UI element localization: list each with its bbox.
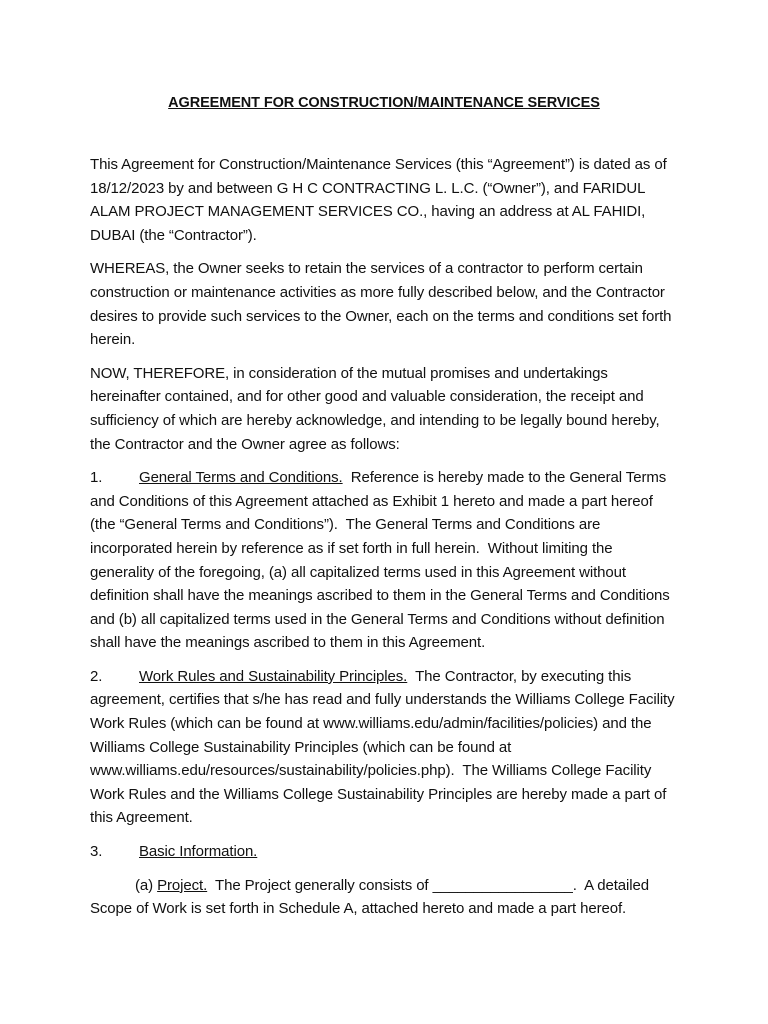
section-1-paragraph [90, 466, 678, 655]
section-2-heading: Work Rules and Sustainability Principles. [139, 667, 408, 685]
section-2-number: 2. [90, 667, 103, 685]
document-title: AGREEMENT FOR CONSTRUCTION/MAINTENANCE SERVICES [168, 95, 600, 111]
section-1-body: Reference is hereby made to the General Terms and Conditions of this Agreement attached as Exhibit 1 hereto and made a part hereof (the “General Terms and Conditions”). The General Terms and Conditions are incorporated herein by reference as if set forth in full herein. Without limiting the generality of the foregoing, (a) all capitalized terms used in this Agreement without definition shall have the meanings ascribed to them in the General Terms and Conditions and (b) all capitalized terms used in the General Terms and Conditions without definition shall have the meanings ascribed to them in this Agreement. [90, 469, 674, 652]
section-2-paragraph [90, 665, 678, 830]
section-3-paragraph [90, 840, 678, 864]
section-1-heading: General Terms and Conditions. [139, 469, 343, 487]
subsection-a-paragraph [90, 874, 678, 921]
subsection-a-heading: Project. [157, 876, 208, 894]
section-2-body: The Contractor, by executing this agreement, certifies that s/he has read and fully understands the Williams College Facility Work Rules (which can be found at www.williams.edu/admin/facilities/policies) and the Williams College Sustainability Principles (which can be found at www.williams.edu/resources/sustainability/policies.php). The Williams College Facility Work Rules and the Williams College Sustainability Principles are hereby made a part of this Agreement. [90, 667, 679, 827]
intro-paragraph: This Agreement for Construction/Maintenance Services (this “Agreement”) is dated as of 18/12/2023 by and between G H C CONTRACTING L. L.C. (“Owner”), and FARIDUL ALAM PROJECT MANAGEMENT SERVICES CO., having an address at AL FAHIDI, DUBAI (the “Contractor”). [90, 156, 667, 244]
whereas-paragraph: WHEREAS, the Owner seeks to retain the services of a contractor to perform certain construction or maintenance activities as more fully described below, and the Contractor desires to provide such services to the Owner, each on the terms and conditions set forth herein. [90, 260, 672, 349]
section-3-number: 3. [90, 843, 103, 861]
therefore-paragraph: NOW, THEREFORE, in consideration of the mutual promises and undertakings hereinafter contained, and for other good and valuable consideration, the receipt and sufficiency of which are hereby acknowledge, and intending to be legally bound hereby, the Contractor and the Owner agree as follows: [90, 364, 660, 453]
document-body [90, 92, 678, 931]
subsection-a-prefix: (a) [135, 876, 158, 894]
section-3-heading: Basic Information. [139, 843, 258, 861]
subsection-a-body: The Project generally consists of _________________. A detailed Scope of Work is set forth in Schedule A, attached hereto and made a part hereof. [90, 876, 654, 918]
section-1-number: 1. [90, 469, 103, 487]
